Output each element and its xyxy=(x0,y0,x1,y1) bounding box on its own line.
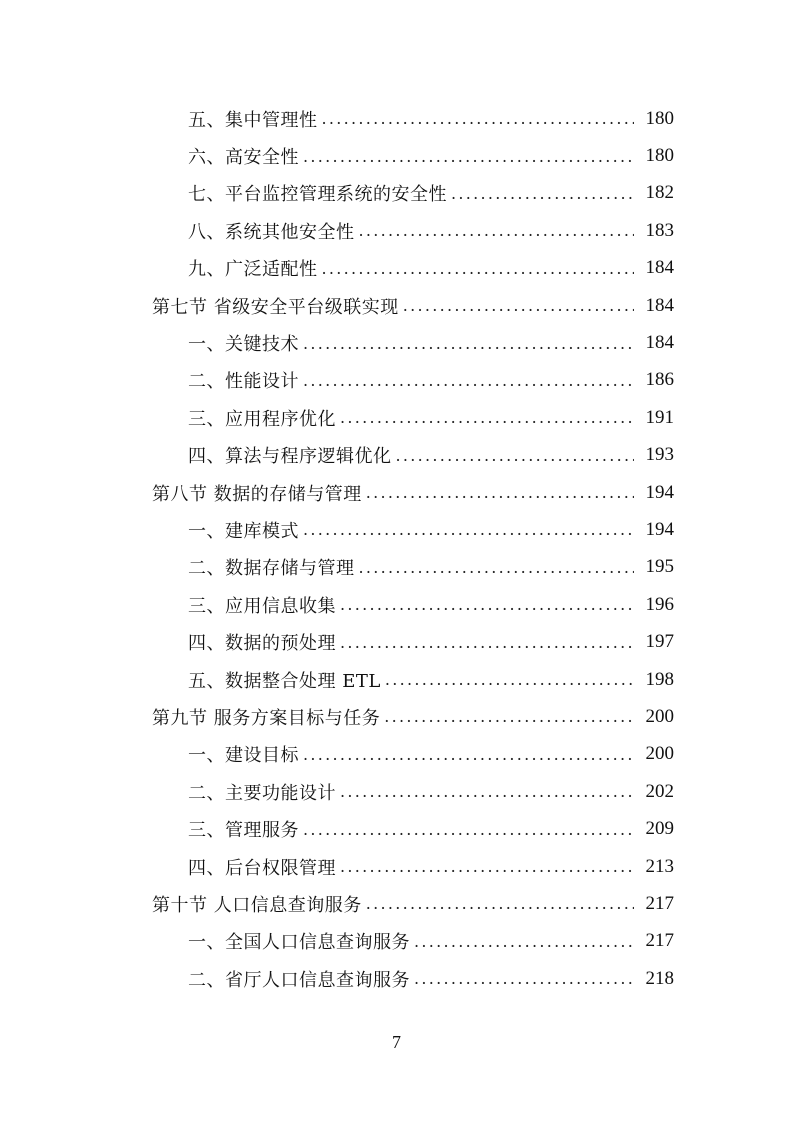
toc-dot-leader xyxy=(303,745,634,764)
toc-dot-leader xyxy=(303,520,634,539)
toc-entry-label: 二、主要功能设计 xyxy=(188,782,336,804)
toc-entry-page-number: 198 xyxy=(645,668,674,690)
toc-subsection-entry xyxy=(152,736,674,773)
toc-dot-leader xyxy=(403,296,634,315)
toc-entry-page-number: 194 xyxy=(645,518,674,540)
toc-subsection-entry xyxy=(152,586,674,623)
toc-dot-leader xyxy=(340,595,634,614)
toc-subsection-entry xyxy=(152,362,674,399)
toc-subsection-entry xyxy=(152,100,674,137)
toc-subsection-entry xyxy=(152,437,674,474)
page-number: 7 xyxy=(392,1032,401,1052)
toc-entry-label: 第八节 数据的存储与管理 xyxy=(152,483,362,505)
toc-entry-label: 一、建库模式 xyxy=(188,520,299,542)
toc-dot-leader xyxy=(303,334,634,353)
toc-entry-label: 四、数据的预处理 xyxy=(188,633,336,655)
toc-entry-label: 二、省厅人口信息查询服务 xyxy=(188,969,410,991)
toc-section-entry xyxy=(152,287,674,324)
toc-entry-label: 八、系统其他安全性 xyxy=(188,221,355,243)
toc-subsection-entry xyxy=(152,212,674,249)
toc-entry-label: 四、算法与程序逻辑优化 xyxy=(188,446,392,468)
toc-section-entry xyxy=(152,698,674,735)
toc-dot-leader xyxy=(303,147,634,166)
toc-dot-leader xyxy=(340,633,634,652)
toc-entry-label: 一、全国人口信息查询服务 xyxy=(188,932,410,954)
toc-entry-page-number: 202 xyxy=(645,780,674,802)
toc-entry-label: 一、关键技术 xyxy=(188,334,299,356)
toc-dot-leader xyxy=(340,782,634,801)
toc-dot-leader xyxy=(384,707,634,726)
toc-dot-leader xyxy=(366,483,634,502)
toc-subsection-entry xyxy=(152,661,674,698)
toc-dot-leader xyxy=(359,558,635,577)
toc-entry-label: 二、性能设计 xyxy=(188,371,299,393)
toc-section-entry xyxy=(152,885,674,922)
toc-entry-page-number: 197 xyxy=(645,631,674,653)
toc-entry-label: 二、数据存储与管理 xyxy=(188,558,355,580)
toc-entry-label: 三、应用程序优化 xyxy=(188,408,336,430)
toc-subsection-entry xyxy=(152,623,674,660)
toc-dot-leader xyxy=(396,446,635,465)
toc-entry-label: 第十节 人口信息查询服务 xyxy=(152,894,362,916)
toc-entry-label: 三、管理服务 xyxy=(188,820,299,842)
toc-entry-page-number: 184 xyxy=(645,294,674,316)
toc-dot-leader xyxy=(303,371,634,390)
toc-dot-leader xyxy=(340,408,634,427)
toc-entry-page-number: 193 xyxy=(645,444,674,466)
toc-entry-page-number: 194 xyxy=(645,481,674,503)
toc-subsection-entry xyxy=(152,848,674,885)
toc-entry-page-number: 217 xyxy=(645,892,674,914)
toc-subsection-entry xyxy=(152,250,674,287)
toc-entry-label: 九、广泛适配性 xyxy=(188,259,318,281)
toc-entry-label: 七、平台监控管理系统的安全性 xyxy=(188,184,447,206)
toc-dot-leader xyxy=(366,894,634,913)
toc-entry-page-number: 180 xyxy=(645,107,674,129)
toc-dot-leader xyxy=(359,221,635,240)
toc-dot-leader xyxy=(340,857,634,876)
toc-entry-page-number: 180 xyxy=(645,145,674,167)
toc-dot-leader xyxy=(414,932,634,951)
toc-entry-page-number: 209 xyxy=(645,818,674,840)
toc-subsection-entry xyxy=(152,960,674,997)
toc-entry-label: 第七节 省级安全平台级联实现 xyxy=(152,296,399,318)
toc-entry-page-number: 218 xyxy=(645,967,674,989)
toc-subsection-entry xyxy=(152,137,674,174)
toc-entry-page-number: 183 xyxy=(645,219,674,241)
toc-subsection-entry xyxy=(152,175,674,212)
toc-subsection-entry xyxy=(152,773,674,810)
toc-entry-page-number: 213 xyxy=(645,855,674,877)
toc-entry-page-number: 196 xyxy=(645,593,674,615)
toc-dot-leader xyxy=(451,184,634,203)
toc-entry-page-number: 217 xyxy=(645,930,674,952)
toc-entry-page-number: 200 xyxy=(645,743,674,765)
toc-entry-label: 三、应用信息收集 xyxy=(188,595,336,617)
toc-subsection-entry xyxy=(152,399,674,436)
toc-entry-page-number: 191 xyxy=(645,406,674,428)
toc-entry-page-number: 182 xyxy=(645,182,674,204)
toc-section-entry xyxy=(152,474,674,511)
toc-entry-label: 一、建设目标 xyxy=(188,745,299,767)
toc-entry-page-number: 184 xyxy=(645,332,674,354)
toc-dot-leader xyxy=(303,820,634,839)
toc-entry-label: 第九节 服务方案目标与任务 xyxy=(152,707,381,729)
toc-subsection-entry xyxy=(152,549,674,586)
table-of-contents xyxy=(152,100,674,997)
toc-dot-leader xyxy=(322,259,635,278)
toc-subsection-entry xyxy=(152,324,674,361)
toc-entry-page-number: 184 xyxy=(645,257,674,279)
toc-entry-label: 六、高安全性 xyxy=(188,147,299,169)
toc-subsection-entry xyxy=(152,511,674,548)
toc-entry-label: 五、数据整合处理 ETL xyxy=(188,670,381,692)
toc-entry-page-number: 186 xyxy=(645,369,674,391)
toc-entry-label: 五、集中管理性 xyxy=(188,109,318,131)
toc-dot-leader xyxy=(385,670,634,689)
toc-subsection-entry xyxy=(152,810,674,847)
toc-entry-page-number: 200 xyxy=(645,705,674,727)
toc-subsection-entry xyxy=(152,923,674,960)
toc-entry-page-number: 195 xyxy=(645,556,674,578)
toc-entry-label: 四、后台权限管理 xyxy=(188,857,336,879)
toc-dot-leader xyxy=(322,109,635,128)
toc-dot-leader xyxy=(414,969,634,988)
